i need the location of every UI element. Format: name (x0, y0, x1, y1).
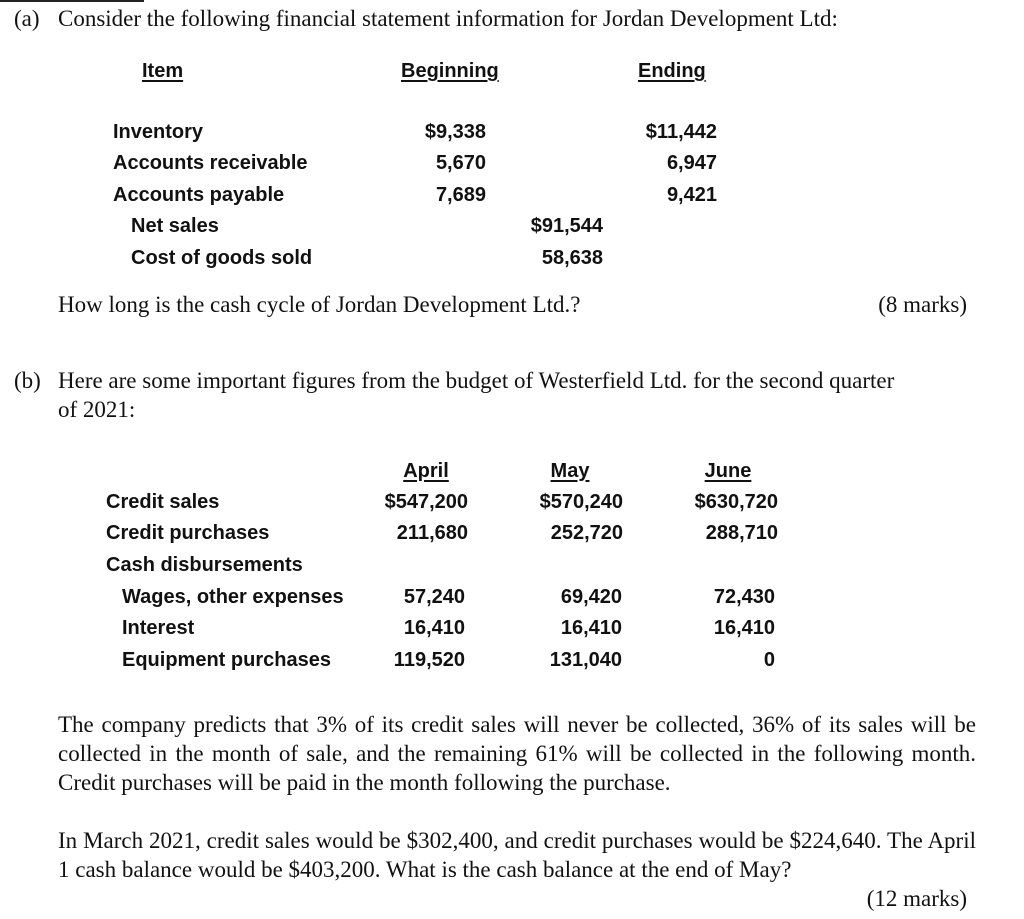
row-item: Accounts receivable (113, 152, 308, 174)
row-may: 131,040 (549, 649, 622, 671)
row-june: 72,430 (713, 586, 775, 608)
row-item: Credit purchases (106, 522, 270, 544)
row-may: 69,420 (560, 586, 622, 608)
row-april: 211,680 (396, 522, 468, 544)
month-april: April (403, 460, 449, 482)
row-item: Cost of goods sold (131, 247, 313, 269)
part-a-marks: (8 marks) (878, 292, 967, 317)
row-beginning: $9,338 (424, 121, 486, 143)
row-june: 0 (763, 649, 775, 671)
part-b-label: (b) (14, 368, 41, 393)
month-may: May (550, 460, 590, 482)
row-item: Accounts payable (113, 184, 285, 206)
row-item: Interest (122, 617, 195, 639)
row-item: Equipment purchases (122, 649, 331, 671)
header-beginning: Beginning (401, 60, 499, 82)
row-item: Credit sales (106, 491, 220, 513)
row-april: 16,410 (403, 617, 465, 639)
row-april: 57,240 (403, 586, 465, 608)
row-value: 58,638 (541, 247, 603, 269)
row-june: 16,410 (713, 617, 775, 639)
row-item: Wages, other expenses (122, 586, 344, 608)
row-beginning: 7,689 (435, 184, 486, 206)
row-beginning: 5,670 (435, 152, 486, 174)
row-may: 252,720 (550, 522, 623, 544)
row-ending: 9,421 (666, 184, 717, 206)
row-item: Net sales (131, 215, 219, 237)
row-ending: $11,442 (645, 121, 717, 143)
row-item: Inventory (113, 121, 204, 143)
cash-disbursements-heading: Cash disbursements (106, 554, 303, 576)
part-b-intro-line2: of 2021: (58, 397, 136, 422)
part-a-question: How long is the cash cycle of Jordan Development Ltd.? (58, 292, 581, 317)
row-value: $91,544 (530, 215, 603, 237)
row-june: 288,710 (705, 522, 778, 544)
row-may: 16,410 (560, 617, 622, 639)
row-ending: 6,947 (666, 152, 717, 174)
row-april: $547,200 (384, 491, 468, 513)
part-b-paragraph1: The company predicts that 3% of its credit sales will never be collected, 36% of its sales will be collected in the month of sale, and the remaining 61% will be collected in the following month. Credit purchases will be paid in the month following the purchase. (58, 712, 976, 795)
month-june: June (704, 460, 752, 482)
header-ending: Ending (638, 60, 706, 82)
row-june: $630,720 (694, 491, 778, 513)
row-may: $570,240 (539, 491, 623, 513)
part-a-label: (a) (14, 6, 40, 31)
part-b-paragraph2: In March 2021, credit sales would be $302,400, and credit purchases would be $224,640. The April 1 cash balance would be $403,200. What is the cash balance at the end of May? (58, 828, 976, 882)
row-april: 119,520 (393, 649, 465, 671)
header-item: Item (142, 60, 184, 82)
top-rule (0, 0, 144, 2)
part-b-marks: (12 marks) (866, 886, 967, 911)
part-a-intro: Consider the following financial statement information for Jordan Development Ltd: (58, 6, 838, 31)
part-b-intro-line1: Here are some important figures from the budget of Westerfield Ltd. for the second quarter (58, 368, 895, 393)
